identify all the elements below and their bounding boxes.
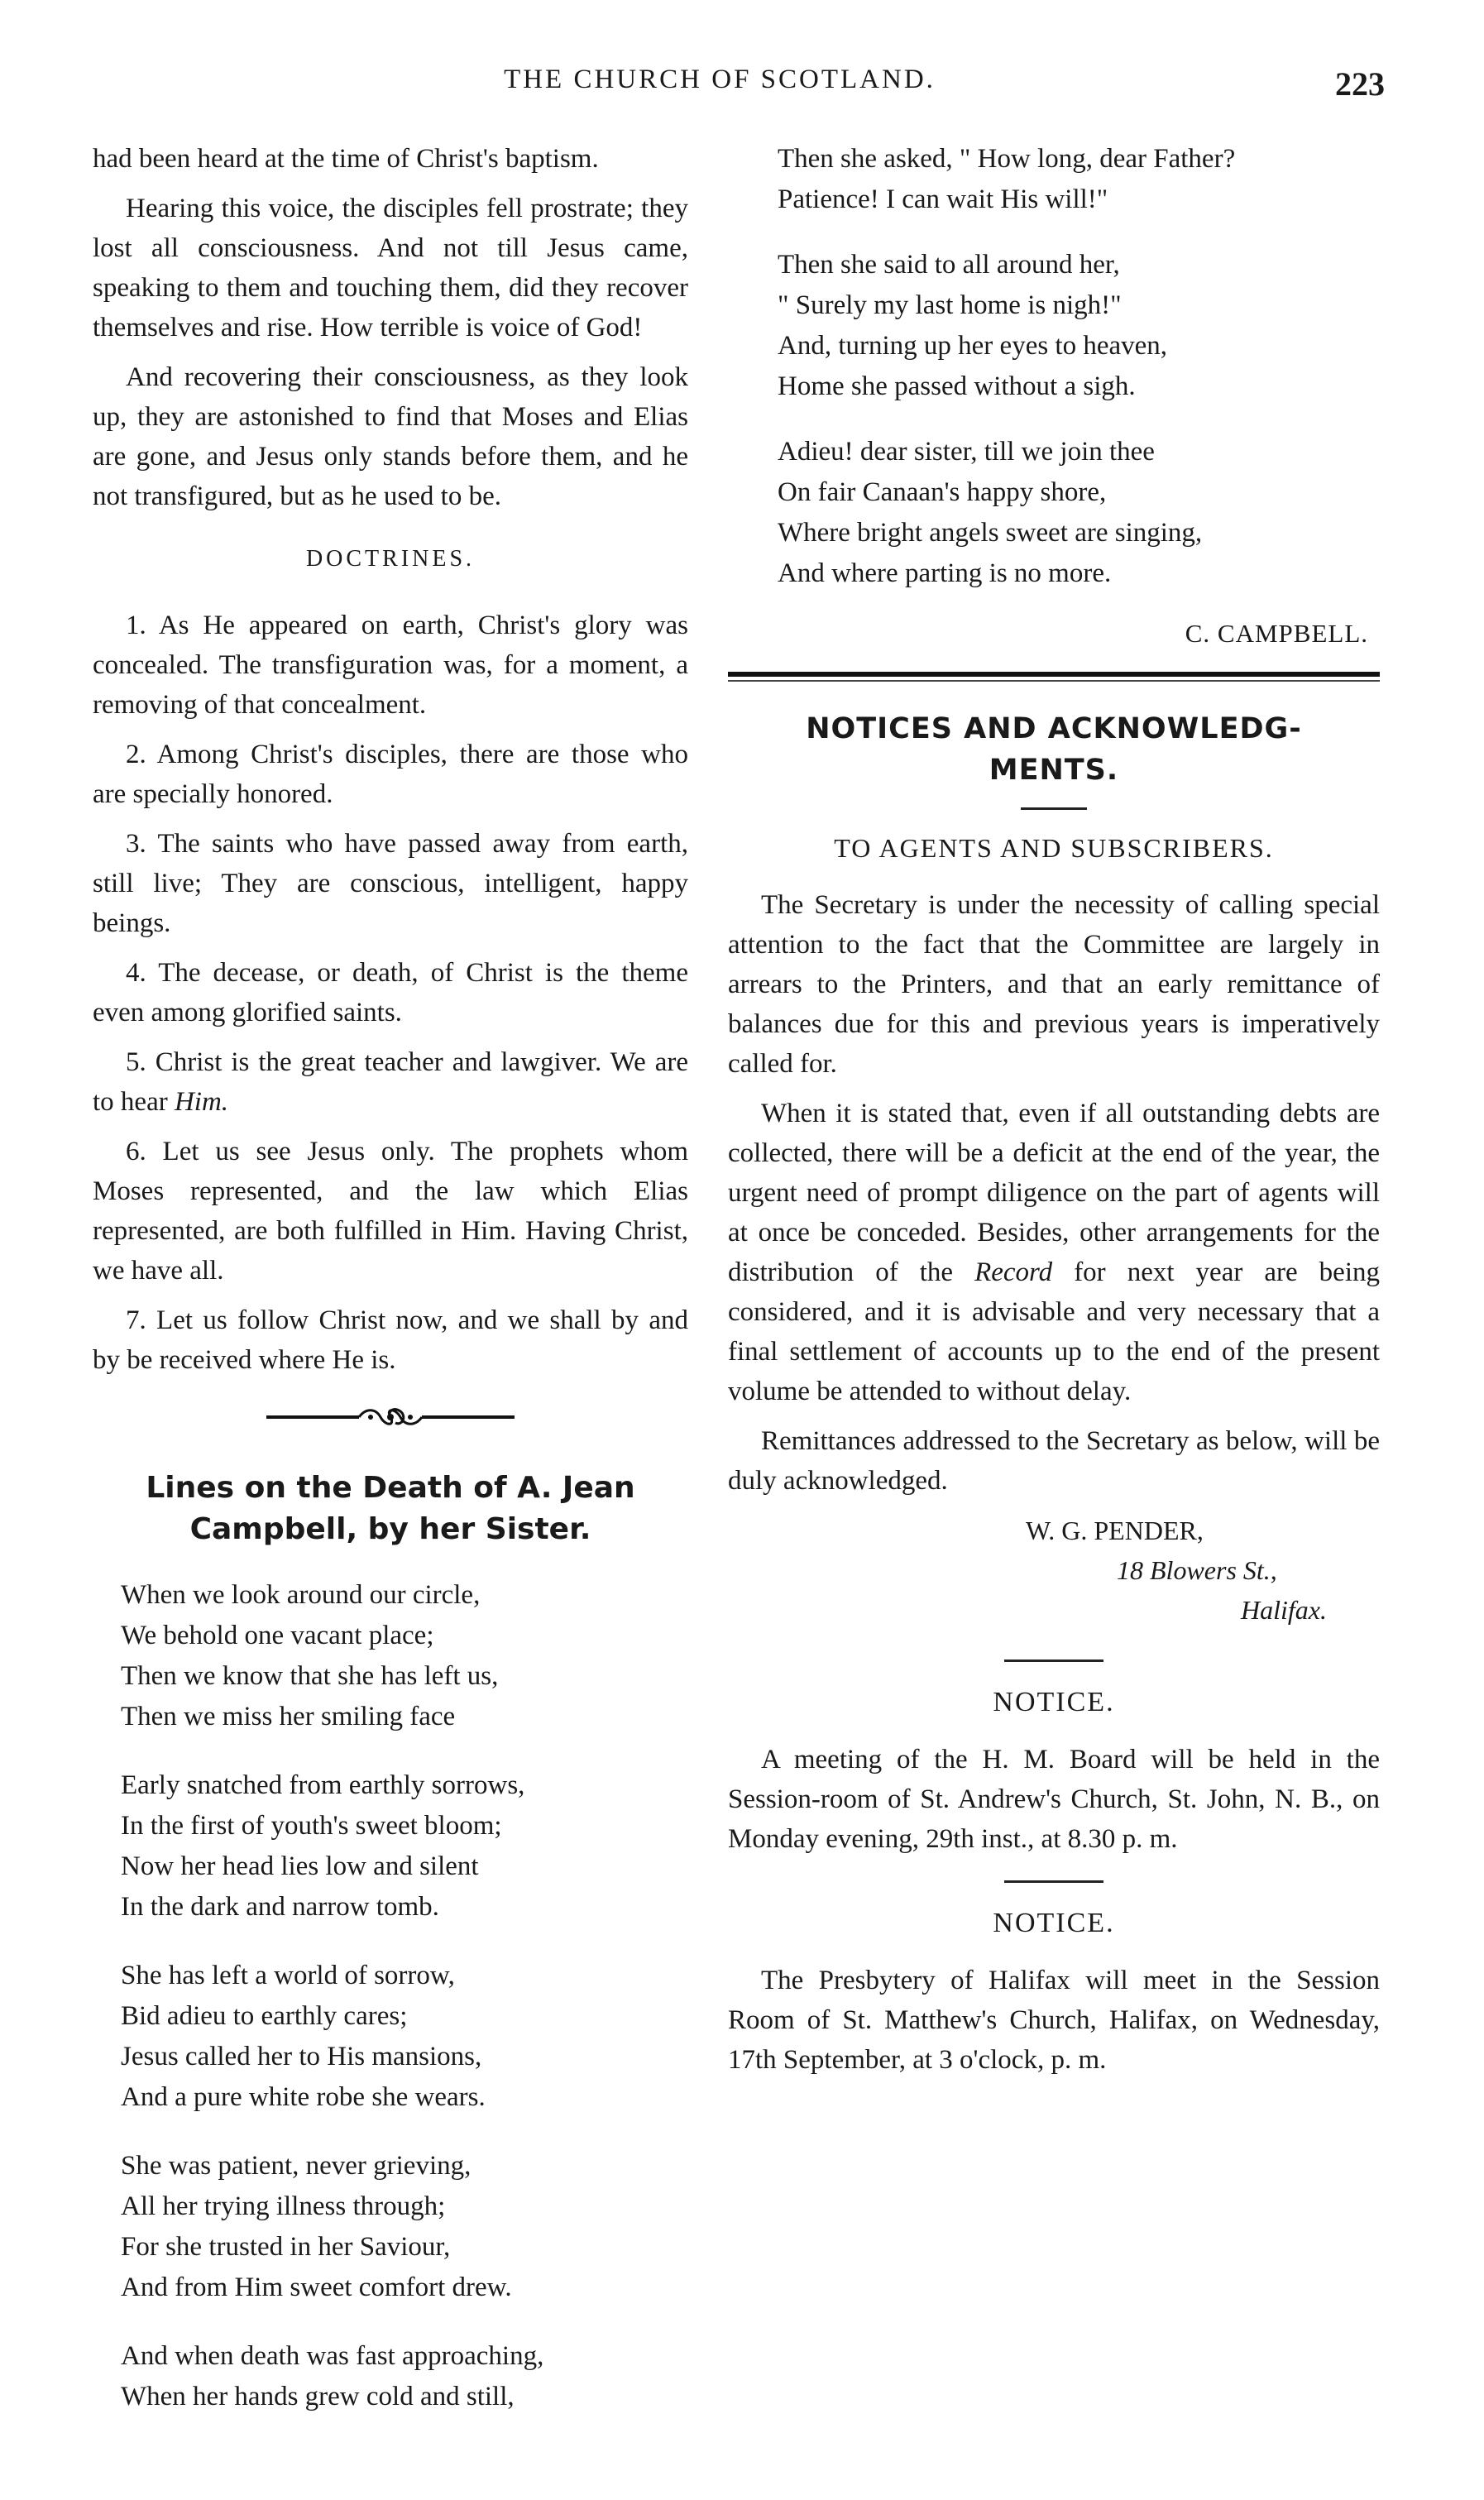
notice-paragraph: The Presbytery of Halifax will meet in the Session Room of St. Matthew's Church, Halifax, on Wednesday, 17th September, at 3 o'clock, p. m. xyxy=(728,1966,1380,2075)
poem-line: Adieu! dear sister, till we join thee xyxy=(778,437,1155,467)
poem-line: All her trying illness through; xyxy=(121,2191,446,2221)
poem-line: Patience! I can wait His will!" xyxy=(778,184,1108,214)
poem-line: " Surely my last home is nigh!" xyxy=(778,290,1122,320)
right-column xyxy=(728,139,1380,2090)
poem-stanza xyxy=(121,2336,688,2417)
running-head xyxy=(0,65,1484,114)
doctrine-item: 7. Let us follow Christ now, and we shall by and by be received where He is. xyxy=(93,1305,688,1375)
poem-line: Jesus called her to His mansions, xyxy=(121,2042,482,2071)
notice-paragraph: A meeting of the H. M. Board will be held in the Session-room of St. Andrew's Church, St. John, N. B., on Monday evening, 29th inst., at 8.30 p. m. xyxy=(728,1745,1380,1854)
poem-line: We behold one vacant place; xyxy=(121,1621,434,1650)
page-number: 223 xyxy=(1335,65,1385,103)
doctrine-emphasis: Him. xyxy=(174,1087,229,1117)
notice-heading: NOTICE. xyxy=(993,1908,1115,1938)
short-divider xyxy=(1021,807,1087,810)
poem-line: And a pure white robe she wears. xyxy=(121,2082,486,2112)
notice-text: for next year are being considered, and it is advisable and very necessary that a final settlement of accounts up to the end of the present volume be attended to without delay. xyxy=(728,1257,1380,1406)
notice-paragraph: Remittances addressed to the Secretary as below, will be duly acknowledged. xyxy=(728,1426,1380,1496)
doctrine-text: 5. Christ is the great teacher and lawgiver. We are to hear xyxy=(93,1047,688,1117)
poem-line: When we look around our circle, xyxy=(121,1580,481,1610)
poem-signature: C. CAMPBELL. xyxy=(1185,619,1368,648)
doctrines-heading: DOCTRINES. xyxy=(305,546,476,572)
notices-heading xyxy=(728,708,1380,791)
notice-heading: NOTICE. xyxy=(993,1687,1115,1717)
poem-line: In the dark and narrow tomb. xyxy=(121,1892,439,1922)
poem-line: And, turning up her eyes to heaven, xyxy=(778,331,1168,361)
running-title: THE CHURCH OF SCOTLAND. xyxy=(504,65,936,94)
poem-line: She has left a world of sorrow, xyxy=(121,1961,455,1990)
notice-text: When it is stated that, even if all outstanding debts are collected, there will be a deficit at the end of the year, the urgent need of prompt diligence on the part of agents will at once be conceded. Besides, other arrangements for the distribution of the xyxy=(728,1099,1380,1287)
poem-line: On fair Canaan's happy shore, xyxy=(778,477,1107,507)
poem-line: Bid adieu to earthly cares; xyxy=(121,2001,408,2031)
agents-subheading: TO AGENTS AND SUBSCRIBERS. xyxy=(834,833,1274,863)
poem-line: And from Him sweet comfort drew. xyxy=(121,2273,512,2302)
poem-line: When her hands grew cold and still, xyxy=(121,2382,515,2411)
poem-line: And when death was fast approaching, xyxy=(121,2341,544,2371)
poem-line: She was patient, never grieving, xyxy=(121,2151,472,2181)
doctrine-item: 1. As He appeared on earth, Christ's glory was concealed. The transfiguration was, for a moment, a removing of that concealment. xyxy=(93,611,688,720)
short-divider xyxy=(1004,1659,1103,1662)
poem-line: In the first of youth's sweet bloom; xyxy=(121,1811,502,1841)
doctrine-item: 6. Let us see Jesus only. The prophets whom Moses represented, and the law which Elias represented, are both fulfilled in Him. Having Christ, we have all. xyxy=(93,1137,688,1286)
poem-line: Then we miss her smiling face xyxy=(121,1702,456,1731)
poem-stanza xyxy=(121,1956,688,2118)
poem-line: Then she said to all around her, xyxy=(778,250,1120,280)
poem-line: Early snatched from earthly sorrows, xyxy=(121,1770,525,1800)
poem-stanza xyxy=(121,1575,688,1737)
doctrine-item: 4. The decease, or death, of Christ is the theme even among glorified saints. xyxy=(93,958,688,1027)
paragraph: had been heard at the time of Christ's baptism. xyxy=(93,144,599,174)
doctrine-item: 3. The saints who have passed away from earth, still live; They are conscious, intelligent, happy beings. xyxy=(93,829,688,938)
thin-divider xyxy=(728,680,1380,682)
poem-line: Home she passed without a sigh. xyxy=(778,371,1136,401)
doctrine-item: 2. Among Christ's disciples, there are those who are specially honored. xyxy=(93,740,688,809)
poem-line: Then we know that she has left us, xyxy=(121,1661,499,1691)
short-divider xyxy=(1004,1880,1103,1883)
poem-line: Now her head lies low and silent xyxy=(121,1851,479,1881)
thick-divider xyxy=(728,672,1380,677)
poem-line: For she trusted in her Saviour, xyxy=(121,2232,451,2262)
poem-title: Lines on the Death of A. Jean Campbell, by her Sister. xyxy=(146,1471,635,1546)
address-name: W. G. PENDER, xyxy=(1026,1516,1204,1545)
notices-heading-line: MENTS. xyxy=(989,754,1119,787)
paragraph: And recovering their consciousness, as they look up, they are astonished to find that Moses and Elias are gone, and Jesus only stands before them, and he not transfigured, but as he used to be. xyxy=(93,362,688,511)
address-city: Halifax. xyxy=(1241,1595,1327,1625)
notice-paragraph xyxy=(728,1094,1380,1411)
address-street: 18 Blowers St., xyxy=(1117,1555,1277,1585)
notice-paragraph: The Secretary is under the necessity of calling special attention to the fact that the Committee are largely in arrears to the Printers, and that an early remittance of balances due for this and previous years is imperatively called for. xyxy=(728,890,1380,1079)
secretary-address xyxy=(728,1511,1380,1630)
poem-stanza xyxy=(121,1765,688,1928)
left-column xyxy=(93,139,688,2445)
poem-stanza xyxy=(778,432,1380,594)
poem-stanza xyxy=(778,245,1380,407)
doctrine-item xyxy=(93,1042,688,1122)
record-title: Record xyxy=(974,1257,1053,1287)
ornament-divider-icon xyxy=(266,1403,515,1431)
poem-line: And where parting is no more. xyxy=(778,558,1112,588)
poem-stanza xyxy=(778,139,1380,220)
paragraph: Hearing this voice, the disciples fell prostrate; they lost all consciousness. And not till Jesus came, speaking to them and touching them, did they recover themselves and rise. How terrible is voice of God! xyxy=(93,194,688,342)
poem-stanza xyxy=(121,2146,688,2308)
poem-line: Where bright angels sweet are singing, xyxy=(778,518,1203,548)
notices-heading-line: NOTICES AND ACKNOWLEDG- xyxy=(806,712,1302,745)
poem-line: Then she asked, " How long, dear Father? xyxy=(778,144,1236,174)
